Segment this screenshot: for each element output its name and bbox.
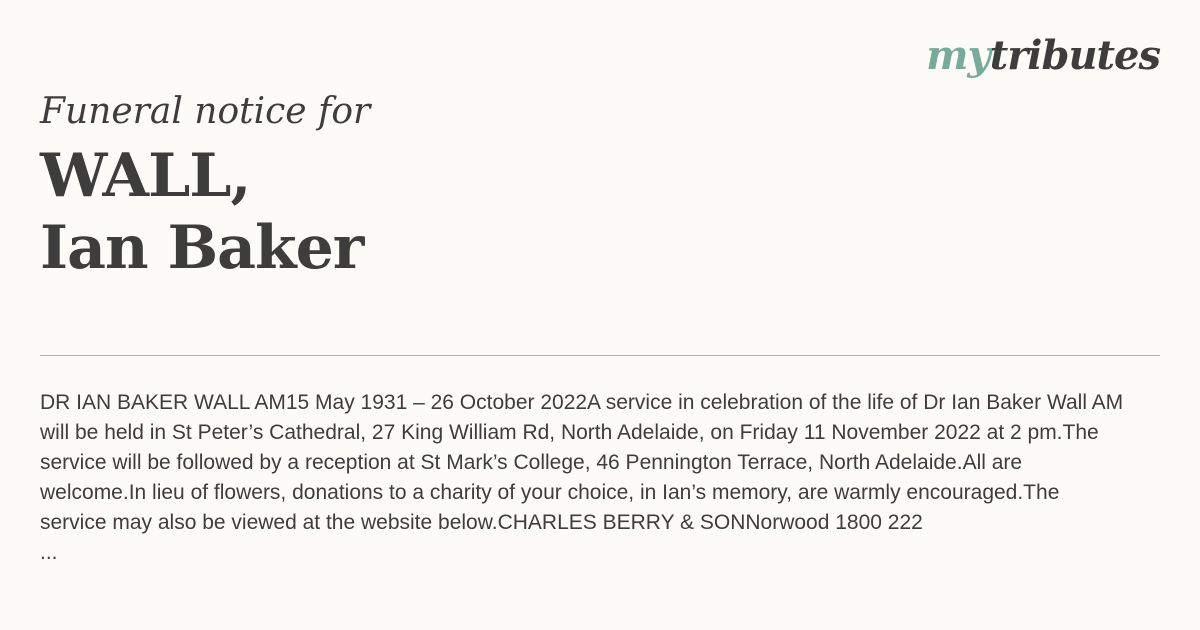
mytributes-logo [926, 32, 1160, 79]
deceased-given-names: Ian Baker [40, 213, 364, 283]
notice-text: DR IAN BAKER WALL AM15 May 1931 – 26 October 2022A service in celebration of the life of Dr Ian Baker Wall AM will be held in St Peter’s Cathedral, 27 King William Rd, North Adelaide, on Friday 11 November 2022 at 2 pm.The service will be followed by a reception at St Mark’s College, 46 Pennington Terrace, North Adelaide.All are welcome.In lieu of flowers, donations to a charity of your choice, in Ian’s memory, are warmly encouraged.The service may also be viewed at the website below.CHARLES BERRY & SONNorwood 1800 222 [40, 391, 1124, 534]
logo-my: my [926, 32, 990, 79]
logo-tributes: tributes [989, 32, 1160, 79]
notice-subtitle: Funeral notice for [40, 91, 371, 132]
deceased-name [40, 140, 363, 284]
deceased-surname: WALL, [40, 141, 251, 211]
notice-body [40, 388, 1130, 568]
notice-ellipsis: ... [40, 541, 58, 564]
section-divider [40, 355, 1160, 356]
